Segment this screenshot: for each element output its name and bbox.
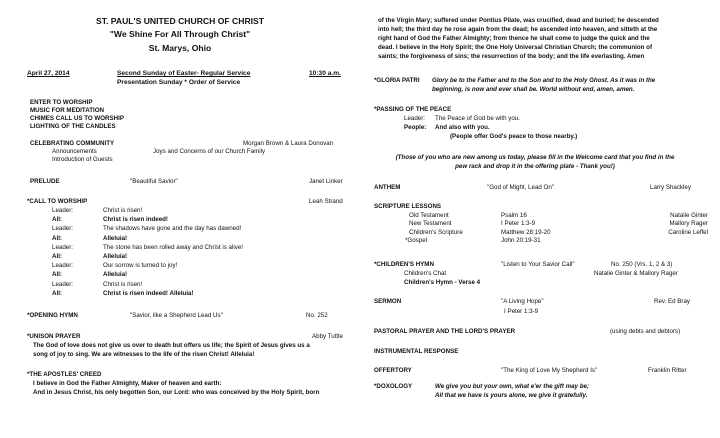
offertory-label: OFFERTORY [374, 367, 412, 374]
litany-line: Alleluia! [103, 271, 128, 279]
peace-leader-text: The Peace of God be with you. [435, 115, 520, 122]
introduction-of-guests: Introduction of Guests [52, 156, 113, 163]
apostles-creed-label: *THE APOSTLES' CREED [27, 371, 102, 378]
sermon-reference: I Peter 1:3-9 [504, 308, 539, 315]
apostles-creed-text: And in Jesus Christ, his only begotten Son, our Lord: who was conceived by the Holy Spirit, born [33, 389, 320, 396]
litany-line: Alleluia! [103, 253, 128, 260]
litany-role: All: [52, 271, 62, 279]
service-date: April 27, 2014 [27, 70, 70, 77]
creed-continued: right hand of God the Father Almighty; from thence he shall come to judge the quick and the [378, 35, 650, 42]
sermon-label: SERMON [374, 298, 402, 305]
church-motto: "We Shine For All Through Christ" [109, 29, 251, 39]
peace-leader-role: Leader: [404, 115, 425, 122]
litany-role: Leader: [52, 280, 73, 288]
childrens-hymn-label: *CHILDREN'S HYMN [374, 261, 434, 268]
announcements-label: Announcements [52, 148, 97, 155]
scripture-name: Children's Scripture [409, 228, 463, 236]
litany-line: Christ is risen indeed! [103, 216, 168, 224]
scripture-reference: John 20:19-31 [501, 237, 541, 245]
prelude-title: "Beautiful Savior" [130, 178, 178, 185]
pre-item: CHIMES CALL US TO WORSHIP [30, 115, 124, 122]
apostles-creed-text: I believe in God the Father Almighty, Maker of heaven and earth: [33, 380, 222, 387]
church-name: ST. PAUL'S UNITED CHURCH OF CHRIST [95, 16, 265, 26]
litany-role: Leader: [52, 262, 73, 270]
litany-role: Leader: [52, 207, 73, 214]
creed-continued: into hell; the third day he rose again from the dead; he ascended into heaven, and sitteth at the [378, 26, 658, 33]
litany-role: Leader: [52, 225, 73, 233]
unison-prayer-text: song of joy to sing. We are witnesses to the life of the risen Christ! Alleluia! [33, 351, 255, 358]
anthem-person: Larry Shackley [650, 184, 691, 191]
welcome-note: (Those of you who are new among us today, please fill in the Welcome card that you find in the [395, 154, 675, 161]
scripture-name: Old Testament [409, 212, 449, 219]
scripture-reference: Matthew 28:19-20 [501, 228, 551, 236]
childrens-chat-people: Natalie Ginter & Mallory Rager [594, 270, 678, 277]
doxology-label: *DOXOLOGY [374, 383, 413, 390]
litany-line: Alleluia! [103, 234, 128, 242]
childrens-hymn-title: "Listen to Your Savior Call" [501, 261, 575, 268]
offertory-title: "The King of Love My Shepherd Is" [501, 367, 598, 374]
scripture-reader: Mallory Rager [669, 220, 708, 228]
call-to-worship-person: Leah Strand [309, 198, 343, 205]
instrumental-response-label: INSTRUMENTAL RESPONSE [374, 348, 459, 355]
gloria-patri-label: *GLORIA PATRI [374, 77, 420, 84]
doxology-text: All that we have is yours alone, we give it gratefully. [435, 392, 588, 399]
unison-prayer-person: Abby Tuttle [312, 333, 343, 340]
childrens-hymn-number: No. 250 (Vrs. 1, 2 & 3) [611, 261, 673, 268]
sermon-person: Rev. Ed Bray [654, 298, 690, 305]
gloria-patri-text: beginning, is now and ever shall be. World without end, amen, amen. [432, 86, 635, 93]
doxology-text: We give you but your own, what e'er the gift may be; [435, 383, 590, 390]
unison-prayer-text: The God of love does not give us over to death but offers us life; the Spirit of Jesus gives us a [33, 342, 310, 349]
order-of-service-title: Presentation Sunday * Order of Service [117, 79, 241, 86]
litany-line: Christ is risen! [103, 280, 143, 288]
litany-role: All: [52, 216, 62, 224]
creed-continued: dead. I believe in the Holy Spirit; the One Holy Universal Christian Church; the communion of [378, 44, 653, 51]
offertory-person: Franklin Ritter [648, 367, 687, 374]
sermon-title: "A Living Hope" [501, 298, 544, 305]
pre-item: MUSIC FOR MEDITATION [30, 107, 105, 114]
litany-role: All: [52, 253, 62, 260]
celebrating-community-label: CELEBRATING COMMUNITY [30, 140, 115, 147]
litany-role: All: [52, 234, 62, 242]
scripture-lessons-label: SCRIPTURE LESSONS [374, 203, 442, 210]
creed-continued: saints; the forgiveness of sins; the resurrection of the body; and the life everlasting. Amen [378, 53, 645, 60]
welcome-note: pew rack and drop it in the offering plate - Thank you!) [455, 163, 615, 170]
childrens-hymn-verse: Children's Hymn - Verse 4 [404, 279, 481, 286]
pre-item: LIGHTING OF THE CANDLES [30, 123, 116, 130]
litany-line: Christ is risen indeed! Alleluia! [103, 289, 194, 297]
church-location: St. Marys, Ohio [148, 43, 212, 53]
scripture-reference: Psalm 16 [501, 212, 527, 219]
peace-people-instruction: (People offer God's peace to those nearby.) [450, 133, 578, 140]
litany-role: All: [52, 289, 62, 297]
opening-hymn-title: "Savior, like a Shepherd Lead Us" [130, 312, 223, 319]
scripture-name: *Gospel [405, 237, 428, 245]
passing-peace-label: *PASSING OF THE PEACE [374, 106, 452, 113]
service-time: 10:30 a.m. [309, 70, 341, 77]
opening-hymn-number: No. 252 [306, 312, 328, 319]
announcements-text: Joys and Concerns of our Church Family [153, 148, 266, 155]
litany-role: Leader: [52, 243, 73, 251]
peace-people-text: And also with you. [435, 124, 490, 131]
pastoral-prayer-label: PASTORAL PRAYER AND THE LORD'S PRAYER [374, 328, 516, 335]
anthem-title: "God of Might, Lead On" [487, 184, 554, 191]
childrens-chat-label: Children's Chat [404, 270, 447, 277]
peace-people-role: People: [404, 124, 427, 131]
scripture-reader: Natalie Ginter [670, 212, 708, 219]
anthem-label: ANTHEM [374, 184, 401, 191]
service-title: Second Sunday of Easter- Regular Service [117, 70, 251, 77]
gloria-patri-text: Glory be to the Father and to the Son and to the Holy Ghost. As it was in the [432, 77, 656, 84]
litany-line: The shadows have gone and the day has dawned! [103, 225, 242, 233]
unison-prayer-label: *UNISON PRAYER [27, 333, 81, 340]
pre-item: ENTER TO WORSHIP [30, 99, 93, 106]
litany-line: Our sorrow is turned to joy! [103, 262, 178, 270]
celebrating-people: Morgan Brown & Laura Donovan [243, 140, 334, 147]
scripture-name: New Testament [409, 220, 452, 228]
litany-line: The stone has been rolled away and Christ is alive! [103, 243, 243, 251]
right-page [360, 0, 720, 438]
pastoral-prayer-note: (using debts and debtors) [610, 328, 681, 335]
creed-continued: of the Virgin Mary; suffered under Pontius Pilate, was crucified, dead and buried; he descended [378, 17, 659, 24]
litany-line: Christ is risen! [103, 207, 143, 214]
scripture-reference: I Peter 1:3-9 [501, 220, 536, 228]
opening-hymn-label: *OPENING HYMN [27, 312, 78, 319]
prelude-label: PRELUDE [30, 178, 60, 185]
scripture-reader: Caroline Leffel [668, 228, 708, 236]
call-to-worship-label: *CALL TO WORSHIP [27, 198, 88, 205]
prelude-person: Janet Linker [309, 178, 343, 185]
